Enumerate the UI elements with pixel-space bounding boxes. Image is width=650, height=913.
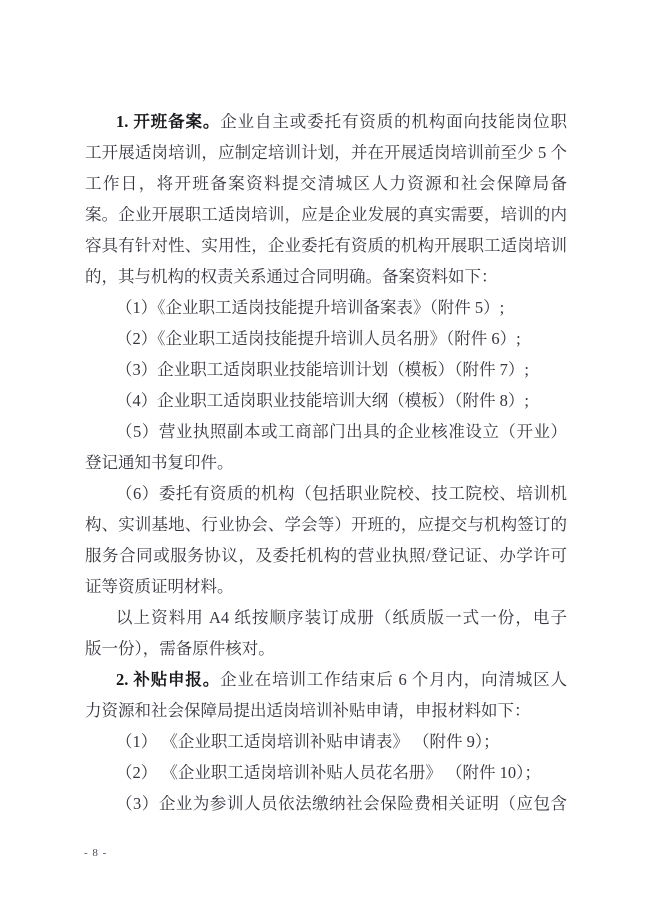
page-number: - 8 - (84, 847, 108, 859)
line-text: 服务合同或服务协议，及委托机构的营业执照/登记证、办学许可 (85, 546, 567, 565)
document-body (85, 106, 567, 819)
line-text: 的，其与机构的权责关系通过合同明确。备案资料如下： (85, 267, 498, 286)
line-text: 力资源和社会保障局提出适岗培训补贴申请，申报材料如下： (85, 701, 531, 720)
text-line (85, 385, 567, 416)
line-text: （3）企业为参训人员依法缴纳社会保险费相关证明（应包含 (116, 794, 567, 813)
line-text: （2） 《企业职工适岗培训补贴人员花名册》 （附件 10）； (116, 763, 541, 782)
text-line (85, 416, 567, 447)
line-text: （5）营业执照副本或工商部门出具的企业核准设立（开业） (116, 422, 567, 441)
line-text: （1） 《企业职工适岗培训补贴申请表》 （附件 9）； (116, 732, 500, 751)
text-line (85, 788, 567, 819)
line-text: 工作日，将开班备案资料提交清城区人力资源和社会保障局备 (85, 174, 567, 193)
text-line (85, 137, 567, 168)
text-line (85, 540, 567, 571)
line-text: 工开展适岗培训，应制定培训计划，并在开展适岗培训前至少 5 个 (85, 143, 567, 162)
line-text: 企业自主或委托有资质的机构面向技能岗位职 (220, 112, 567, 131)
text-line (85, 509, 567, 540)
section-heading: 2. 补贴申报。 (116, 670, 221, 689)
line-text: 登记通知书复印件。 (85, 453, 234, 472)
text-line (85, 106, 567, 137)
text-line (85, 261, 567, 292)
line-text: 证等资质证明材料。 (85, 577, 234, 596)
text-line (85, 633, 567, 664)
line-text: （4）企业职工适岗职业技能培训大纲（模板）（附件 8）; (116, 391, 529, 410)
line-text: （3）企业职工适岗职业技能培训计划（模板）（附件 7）; (116, 360, 529, 379)
text-line (85, 447, 567, 478)
line-text: 案。企业开展职工适岗培训，应是企业发展的真实需要，培训的内 (85, 205, 567, 224)
line-text: 企业在培训工作结束后 6 个月内，向清城区人 (220, 670, 567, 689)
line-text: 以上资料用 A4 纸按顺序装订成册（纸质版一式一份，电子 (116, 608, 567, 627)
text-line (85, 292, 567, 323)
text-line (85, 230, 567, 261)
text-line (85, 478, 567, 509)
text-line (85, 168, 567, 199)
text-line (85, 695, 567, 726)
text-line (85, 726, 567, 757)
line-text: 版一份），需备原件核对。 (85, 639, 275, 658)
text-line (85, 199, 567, 230)
text-line (85, 571, 567, 602)
text-line (85, 664, 567, 695)
line-text: （2）《企业职工适岗技能提升培训人员名册》（附件 6）; (116, 329, 521, 348)
section-heading: 1. 开班备案。 (116, 112, 221, 131)
text-line (85, 602, 567, 633)
text-line (85, 757, 567, 788)
text-line (85, 323, 567, 354)
line-text: 构、实训基地、行业协会、学会等）开班的，应提交与机构签订的 (85, 515, 567, 534)
line-text: 容具有针对性、实用性，企业委托有资质的机构开展职工适岗培训 (85, 236, 567, 255)
line-text: （1）《企业职工适岗技能提升培训备案表》（附件 5）; (116, 298, 505, 317)
line-text: （6）委托有资质的机构（包括职业院校、技工院校、培训机 (116, 484, 567, 503)
text-line (85, 354, 567, 385)
